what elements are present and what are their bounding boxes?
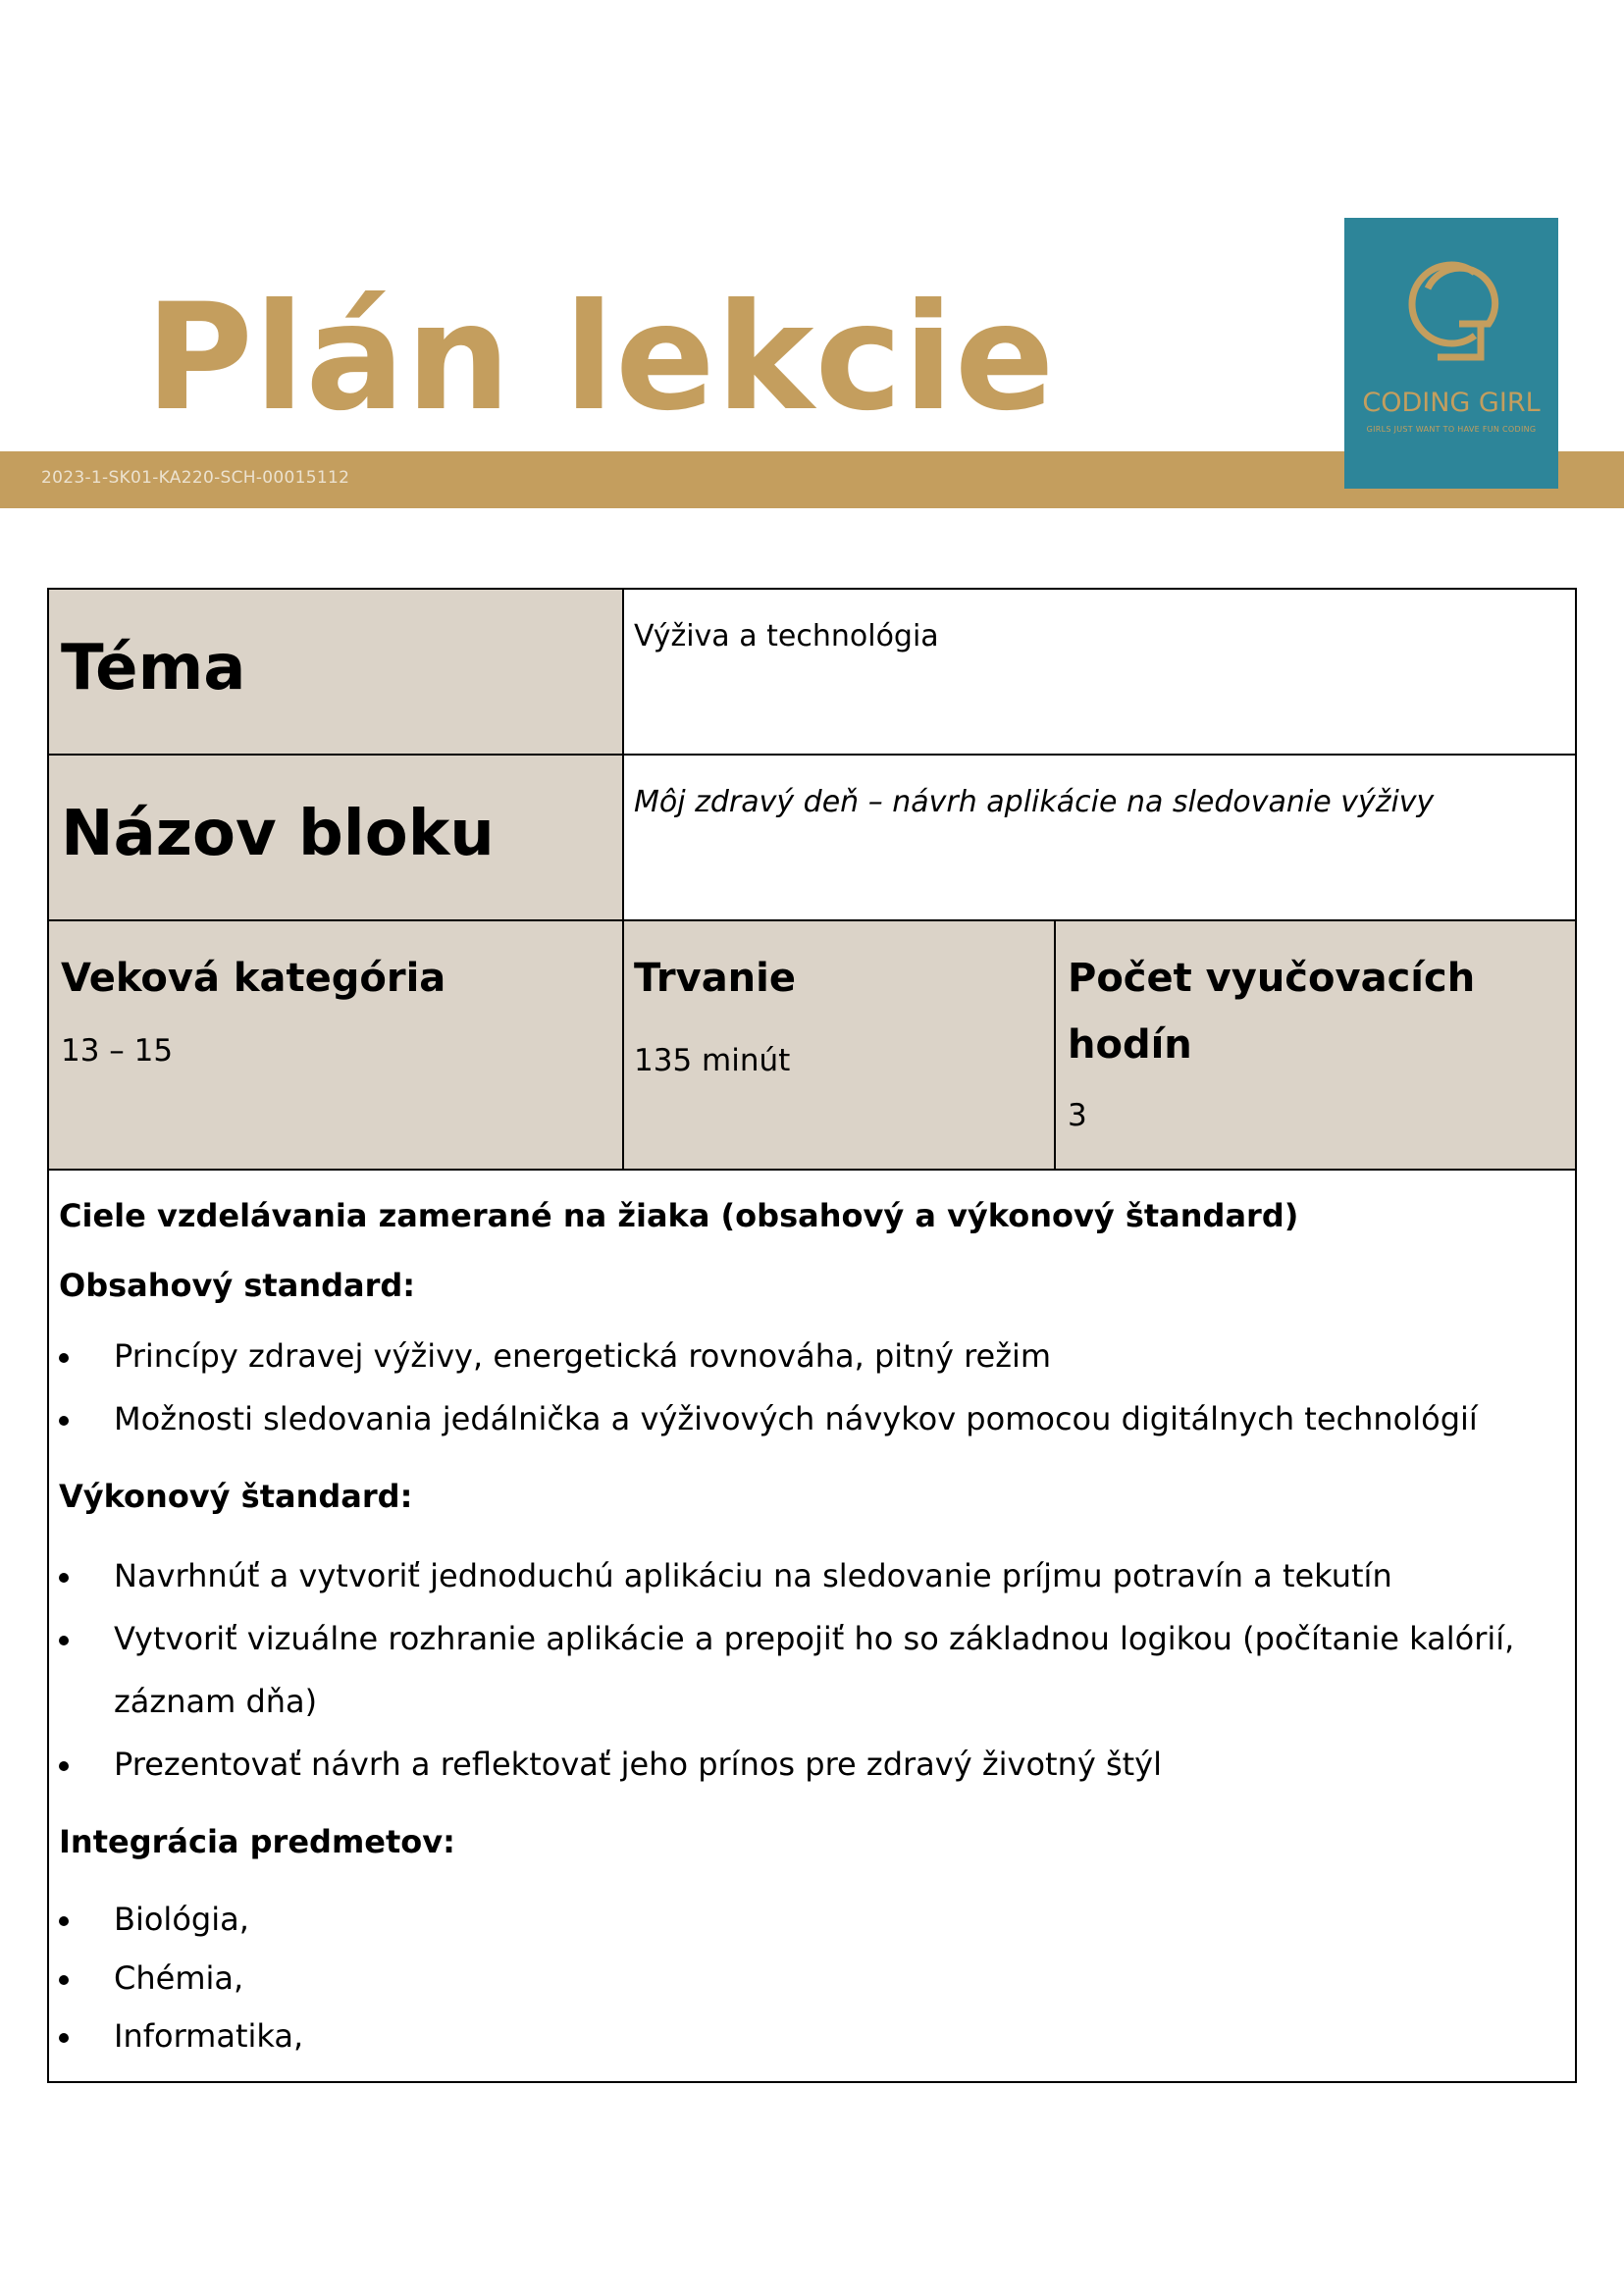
nazov-label: Názov bloku [61,798,495,870]
vekova-cell [47,919,624,1171]
tema-value-cell [622,588,1577,756]
bullet-icon [59,1416,69,1426]
tema-label: Téma [61,632,246,704]
goals-cell: Ciele vzdelávania zamerané na žiaka (obsahový a výkonový štandard) Obsahový standard: Princípy zdravej výživy, energetická rovnováha, pitný režim Možnosti sledovania jedálnička a výživových návykov pomocou digitálnych technológií Výkonový štandard: Navrhnúť a vytvoriť jednoduchú aplikáciu na sledovanie príjmu potravín a tekutín Vytvoriť vizuálne rozhranie aplikácie a prepojiť ho so základnou logikou (počítanie kalórií, záznam dňa) Prezentovať návrh a reflektovať jeho prínos pre zdravý životný štýl Integrácia predmetov: Biológia, Chémia, Informatika, [47,1169,1577,2083]
integracia-heading: Integrácia predmetov: [59,1823,455,1860]
bullet-icon [59,1573,69,1583]
bullet-icon [59,1761,69,1771]
page-title: Plán lekcie [145,273,1056,444]
trvanie-cell [622,919,1056,1171]
pocet-label-line2: hodín [1068,1022,1192,1068]
lesson-table [47,588,1577,2083]
pocet-cell [1054,919,1577,1171]
obsahovy-heading: Obsahový standard: [59,1267,416,1304]
trvanie-label: Trvanie [634,956,796,1001]
vekova-value: 13 – 15 [61,1033,174,1069]
pocet-value: 3 [1068,1098,1087,1133]
bullet-icon [59,1636,69,1645]
logo-tagline: GIRLS JUST WANT TO HAVE FUN CODING [1366,425,1537,434]
tema-label-cell [47,588,624,756]
project-code: 2023-1-SK01-KA220-SCH-00015112 [41,468,350,488]
logo-name: CODING GIRL [1362,388,1541,418]
nazov-label-cell [47,754,624,921]
pocet-label-line1: Počet vyučovacích [1068,956,1476,1001]
bullet-icon [59,2033,69,2043]
goals-heading: Ciele vzdelávania zamerané na žiaka (obsahový a výkonový štandard) [59,1197,1299,1234]
nazov-value: Môj zdravý deň – návrh aplikácie na sledovanie výživy [634,785,1435,819]
vekova-label: Veková kategória [61,956,446,1001]
bullet-icon [59,1916,69,1926]
tema-value: Výživa a technológia [634,619,939,653]
bullet-icon [59,1353,69,1363]
vykonovy-heading: Výkonový štandard: [59,1478,413,1515]
nazov-value-cell [622,754,1577,921]
bullet-icon [59,1975,69,1985]
coding-girl-logo [1344,218,1558,489]
trvanie-value: 135 minút [634,1043,791,1078]
cg-monogram-icon [1398,255,1506,373]
